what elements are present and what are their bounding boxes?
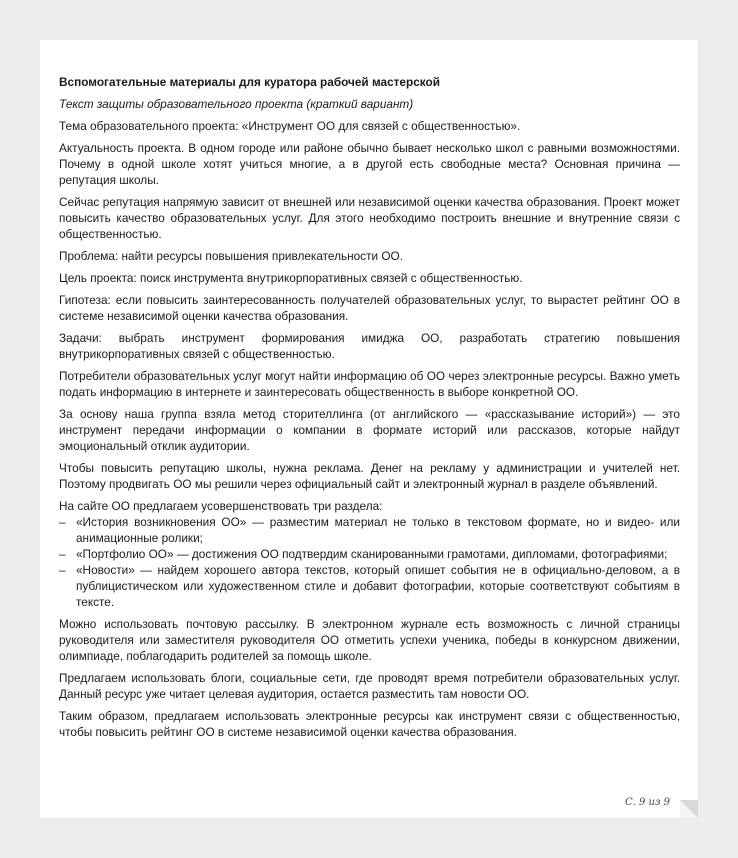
paragraph-tasks: Задачи: выбрать инструмент формирования имиджа ОО, разработать стратегию повышения внутрикорпоративных связей с общественностью. <box>59 331 680 361</box>
paragraph-topic: Тема образовательного проекта: «Инструмент ОО для связей с общественностью». <box>59 119 521 133</box>
list-item <box>59 546 680 562</box>
list-dash: – <box>59 547 66 561</box>
list-dash: – <box>59 515 66 529</box>
paragraph-goal: Цель проекта: поиск инструмента внутрикорпоративных связей с общественностью. <box>59 271 523 285</box>
paragraph-advertising: Чтобы повысить репутацию школы, нужна реклама. Денег на рекламу у администрации и учителей нет. Поэтому продвигать ОО мы решили через официальный сайт и электронный журнал в разделе объявлений. <box>59 461 680 491</box>
paragraph-problem: Проблема: найти ресурсы повышения привлекательности ОО. <box>59 249 403 263</box>
page-number: С. 9 из 9 <box>625 797 670 808</box>
paragraph-reputation: Сейчас репутация напрямую зависит от внешней или независимой оценки качества образования. Проект может повысить качество образовательных услуг. Для этого необходимо построить внешние и внутренние связи с общественностью. <box>59 195 680 241</box>
list-intro: На сайте ОО предлагаем усовершенствовать три раздела: <box>59 499 383 513</box>
document-subheading: Текст защиты образовательного проекта (краткий вариант) <box>59 97 414 111</box>
paragraph-conclusion: Таким образом, предлагаем использовать электронные ресурсы как инструмент связи с общественностью, чтобы повысить рейтинг ОО в системе независимой оценки качества образования. <box>59 709 680 739</box>
list-item-text: «История возникновения ОО» — разместим материал не только в текстовом формате, но и видео- или анимационные ролики; <box>76 515 680 545</box>
paragraph-storytelling: За основу наша группа взяла метод сторителлинга (от английского — «рассказывание историй») — это инструмент передачи информации о компании в формате историй или рассказов, которые найдут эмоциональный отклик аудитории. <box>59 407 680 453</box>
sections-list <box>59 514 680 610</box>
document-content <box>59 74 680 746</box>
page-corner-fold <box>680 800 698 818</box>
list-dash: – <box>59 563 66 577</box>
list-item <box>59 562 680 610</box>
paragraph-relevance: Актуальность проекта. В одном городе или районе обычно бывает несколько школ с равными возможностями. Почему в одной школе хотят учиться многие, а в другой есть свободные места? Основная причина — репутация школы. <box>59 141 680 187</box>
document-heading: Вспомогательные материалы для куратора рабочей мастерской <box>59 75 440 89</box>
paragraph-mailing: Можно использовать почтовую рассылку. В электронном журнале есть возможность с личной страницы руководителя или заместителя руководителя ОО отметить успехи ученика, победы в конкурсном движении, олимпиаде, поблагодарить родителей за помощь школе. <box>59 617 680 663</box>
list-item-text: «Портфолио ОО» — достижения ОО подтвердим сканированными грамотами, дипломами, фотографиями; <box>76 547 668 561</box>
document-page <box>40 40 698 818</box>
paragraph-blogs: Предлагаем использовать блоги, социальные сети, где проводят время потребители образовательных услуг. Данный ресурс уже читает целевая аудитория, остается разместить там новости ОО. <box>59 671 680 701</box>
list-item-text: «Новости» — найдем хорошего автора текстов, который опишет события не в официально-деловом, а в публицистическом или художественном стиле и добавит фотографии, которые соответствуют событиям в тексте. <box>76 563 680 609</box>
paragraph-hypothesis: Гипотеза: если повысить заинтересованность получателей образовательных услуг, то вырастет рейтинг ОО в системе независимой оценки качества образования. <box>59 293 680 323</box>
list-item <box>59 514 680 546</box>
paragraph-consumers: Потребители образовательных услуг могут найти информацию об ОО через электронные ресурсы. Важно уметь подать информацию в интернете и заинтересовать общественность в выборе конкретной ОО. <box>59 369 680 399</box>
